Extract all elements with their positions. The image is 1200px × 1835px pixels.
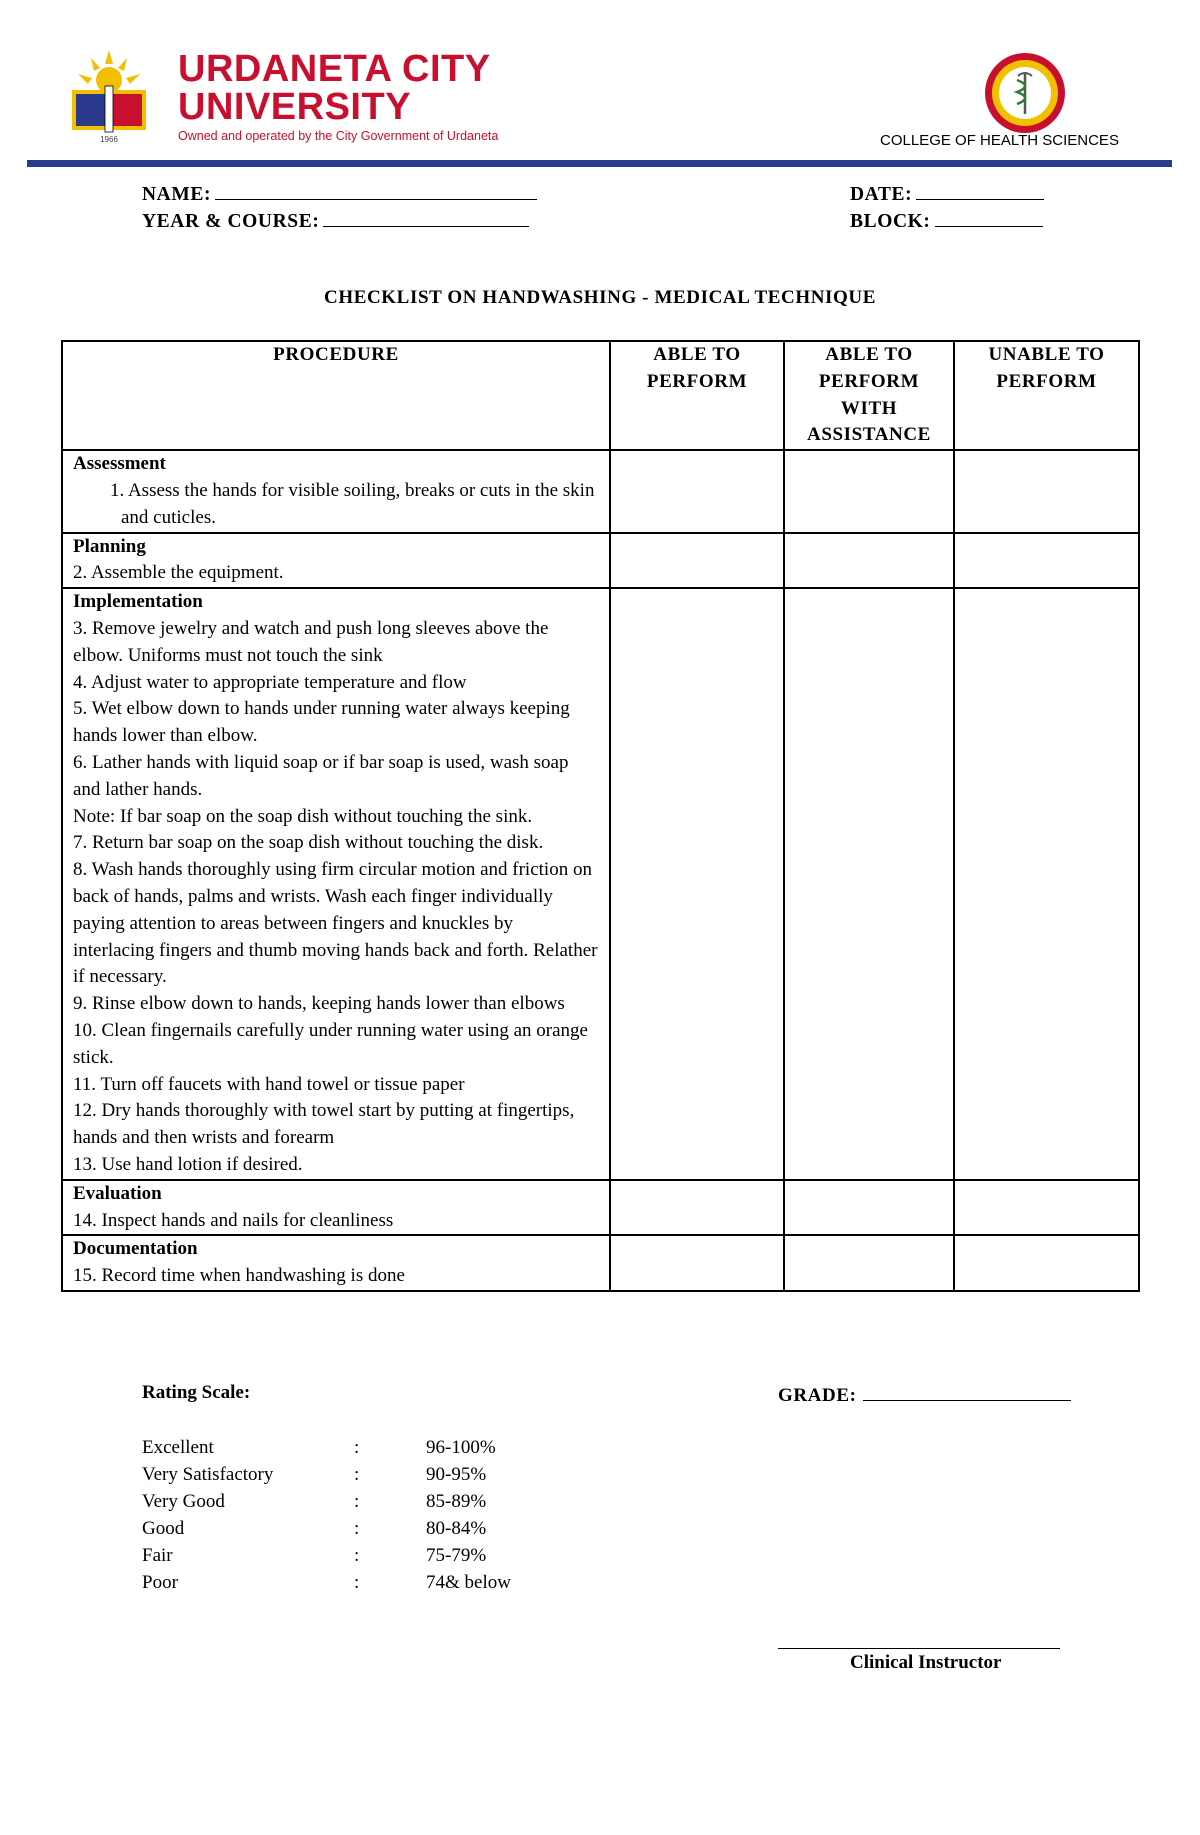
college-name: COLLEGE OF HEALTH SCIENCES <box>880 132 1119 149</box>
checklist-table <box>61 340 1140 1292</box>
check-unable-cell[interactable] <box>954 1235 1139 1291</box>
table-row-evaluation <box>62 1180 1139 1236</box>
procedure-cell <box>62 588 610 1180</box>
checklist-title: CHECKLIST ON HANDWASHING - MEDICAL TECHNIQUE <box>324 287 876 308</box>
block-field: BLOCK: <box>850 208 1043 233</box>
section-title: Evaluation <box>73 1182 162 1204</box>
procedure-cell <box>62 1235 610 1291</box>
check-unable-cell[interactable] <box>954 533 1139 589</box>
procedure-item: 15. Record time when handwashing is done <box>73 1265 405 1287</box>
grade-blank[interactable] <box>863 1382 1071 1401</box>
table-row-documentation <box>62 1235 1139 1291</box>
table-row-assessment <box>62 450 1139 532</box>
procedure-item: 5. Wet elbow down to hands under running water always keeping hands lower than elbow. <box>73 698 570 747</box>
grade-field: GRADE: <box>778 1382 1071 1407</box>
signature-label: Clinical Instructor <box>850 1652 1002 1673</box>
check-assist-cell[interactable] <box>784 1235 954 1291</box>
rating-scale-title: Rating Scale: <box>142 1382 251 1403</box>
check-assist-cell[interactable] <box>784 450 954 532</box>
date-field: DATE: <box>850 181 1044 206</box>
name-field: NAME: <box>142 181 537 206</box>
procedure-item: 12. Dry hands thoroughly with towel start by putting at fingertips, hands and then wrists and forearm <box>73 1100 575 1149</box>
college-seal <box>984 52 1066 139</box>
section-title: Documentation <box>73 1238 198 1260</box>
procedure-item: 11. Turn off faucets with hand towel or tissue paper <box>73 1073 465 1095</box>
section-title: Planning <box>73 535 146 557</box>
name-blank[interactable] <box>215 181 537 200</box>
check-unable-cell[interactable] <box>954 588 1139 1180</box>
date-blank[interactable] <box>916 181 1044 200</box>
check-assist-cell[interactable] <box>784 588 954 1180</box>
header-procedure: PROCEDURE <box>62 341 610 450</box>
procedure-cell <box>62 533 610 589</box>
header-divider <box>27 160 1172 167</box>
university-name: URDANETA CITY UNIVERSITY <box>178 48 491 128</box>
procedure-item: 14. Inspect hands and nails for cleanliness <box>73 1209 394 1231</box>
procedure-item: 8. Wash hands thoroughly using firm circular motion and friction on back of hands, palms and wrists. Wash each finger individually paying attention to areas between fingers and knuckles by interlacing fingers and thumb moving hands back and forth. Relather if necessary. <box>73 859 598 988</box>
header-assist: ABLE TO PERFORM WITH ASSISTANCE <box>784 341 954 450</box>
check-able-cell[interactable] <box>610 1180 784 1236</box>
check-able-cell[interactable] <box>610 450 784 532</box>
procedure-cell <box>62 450 610 532</box>
table-header-row <box>62 341 1139 450</box>
header-unable: UNABLE TO PERFORM <box>954 341 1139 450</box>
procedure-item: 4. Adjust water to appropriate temperature and flow <box>73 671 467 693</box>
block-blank[interactable] <box>935 208 1043 227</box>
table-row-planning <box>62 533 1139 589</box>
header-able: ABLE TO PERFORM <box>610 341 784 450</box>
check-able-cell[interactable] <box>610 1235 784 1291</box>
procedure-item: 2. Assemble the equipment. <box>73 562 284 584</box>
section-title: Assessment <box>73 453 166 475</box>
check-assist-cell[interactable] <box>784 533 954 589</box>
university-subtitle: Owned and operated by the City Government of Urdaneta <box>178 129 499 143</box>
procedure-item: 13. Use hand lotion if desired. <box>73 1153 303 1175</box>
section-title: Implementation <box>73 591 203 613</box>
check-able-cell[interactable] <box>610 533 784 589</box>
procedure-item: 6. Lather hands with liquid soap or if bar soap is used, wash soap and lather hands. <box>73 751 569 800</box>
procedure-item: 3. Remove jewelry and watch and push long sleeves above the elbow. Uniforms must not touch the sink <box>73 617 549 666</box>
check-unable-cell[interactable] <box>954 450 1139 532</box>
svg-text:1966: 1966 <box>100 135 118 144</box>
procedure-note: Note: If bar soap on the soap dish without touching the sink. <box>73 805 533 827</box>
procedure-item: 9. Rinse elbow down to hands, keeping hands lower than elbows <box>73 993 565 1015</box>
procedure-item: 1. Assess the hands for visible soiling, breaks or cuts in the skin and cuticles. <box>110 479 595 528</box>
procedure-item: 10. Clean fingernails carefully under running water using an orange stick. <box>73 1019 588 1068</box>
year-course-blank[interactable] <box>323 208 529 227</box>
procedure-cell <box>62 1180 610 1236</box>
check-unable-cell[interactable] <box>954 1180 1139 1236</box>
university-logo <box>70 50 148 151</box>
check-able-cell[interactable] <box>610 588 784 1180</box>
procedure-item: 7. Return bar soap on the soap dish without touching the disk. <box>73 832 544 854</box>
table-row-implementation <box>62 588 1139 1180</box>
year-course-field: YEAR & COURSE: <box>142 208 529 233</box>
check-assist-cell[interactable] <box>784 1180 954 1236</box>
signature-line[interactable] <box>778 1648 1060 1649</box>
